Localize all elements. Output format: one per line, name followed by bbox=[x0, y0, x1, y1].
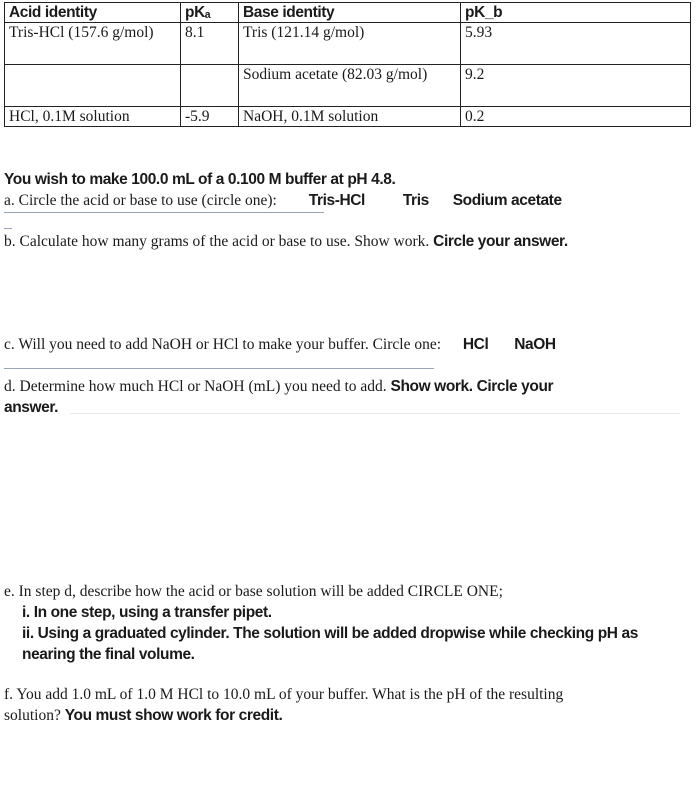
part-f-question: f. You add 1.0 mL of 1.0 M HCl to 10.0 mL of your buffer. What is the pH of the resulting bbox=[4, 686, 564, 703]
part-b bbox=[4, 232, 568, 252]
intro-text: You wish to make 100.0 mL of a 0.100 M buffer at pH 4.8. bbox=[4, 171, 396, 188]
part-f-instruction: You must show work for credit. bbox=[64, 707, 283, 724]
cell-acid bbox=[5, 65, 181, 107]
option-graduated-cylinder-cont: nearing the final volume. bbox=[22, 646, 195, 663]
cell-pka: -5.9 bbox=[181, 107, 239, 127]
part-d-instruction-cont: answer. bbox=[4, 399, 59, 416]
underline-rule bbox=[4, 212, 324, 213]
table-row bbox=[5, 107, 691, 127]
part-a-question: a. Circle the acid or base to use (circle one): bbox=[4, 192, 277, 209]
part-d bbox=[4, 377, 553, 397]
header-pka: pKₐ bbox=[181, 3, 239, 23]
header-pkb: pK_b bbox=[461, 3, 691, 23]
cell-pkb: 0.2 bbox=[461, 107, 691, 127]
part-f-question-cont bbox=[4, 706, 282, 726]
option-one-step[interactable]: i. In one step, using a transfer pipet. bbox=[22, 604, 272, 621]
pk-table bbox=[4, 2, 691, 127]
table-row bbox=[5, 65, 691, 107]
underline-rule bbox=[70, 413, 680, 414]
cell-acid: Tris-HCl (157.6 g/mol) bbox=[5, 23, 181, 65]
part-d-question: d. Determine how much HCl or NaOH (mL) you need to add. bbox=[4, 378, 387, 395]
cell-pkb: 5.93 bbox=[461, 23, 691, 65]
header-base-identity: Base identity bbox=[239, 3, 461, 23]
underline-rule bbox=[4, 228, 12, 229]
option-tris-hcl[interactable]: Tris-HCl bbox=[308, 192, 365, 209]
option-sodium-acetate[interactable]: Sodium acetate bbox=[452, 192, 562, 209]
part-c-question: c. Will you need to add NaOH or HCl to make your buffer. Circle one: bbox=[4, 336, 442, 353]
part-b-instruction: Circle your answer. bbox=[433, 233, 568, 250]
part-a bbox=[4, 191, 562, 211]
cell-base: Tris (121.14 g/mol) bbox=[239, 23, 461, 65]
option-naoh[interactable]: NaOH bbox=[514, 336, 556, 353]
underline-rule bbox=[4, 368, 434, 369]
part-f-question-end: solution? bbox=[4, 707, 61, 724]
table-row bbox=[5, 23, 691, 65]
part-d-instruction: Show work. Circle your bbox=[390, 378, 554, 395]
header-acid-identity: Acid identity bbox=[5, 3, 181, 23]
cell-pka: 8.1 bbox=[181, 23, 239, 65]
cell-base: NaOH, 0.1M solution bbox=[239, 107, 461, 127]
part-b-question: b. Calculate how many grams of the acid or base to use. Show work. bbox=[4, 233, 430, 250]
cell-base: Sodium acetate (82.03 g/mol) bbox=[239, 65, 461, 107]
part-e-question: e. In step d, describe how the acid or base solution will be added CIRCLE ONE; bbox=[4, 583, 503, 600]
table-header-row bbox=[5, 3, 691, 23]
cell-pka bbox=[181, 65, 239, 107]
part-c bbox=[4, 335, 556, 355]
option-hcl[interactable]: HCl bbox=[462, 336, 489, 353]
option-graduated-cylinder[interactable]: ii. Using a graduated cylinder. The solution will be added dropwise while checking pH as bbox=[22, 625, 638, 642]
cell-acid: HCl, 0.1M solution bbox=[5, 107, 181, 127]
option-tris[interactable]: Tris bbox=[402, 192, 429, 209]
cell-pkb: 9.2 bbox=[461, 65, 691, 107]
